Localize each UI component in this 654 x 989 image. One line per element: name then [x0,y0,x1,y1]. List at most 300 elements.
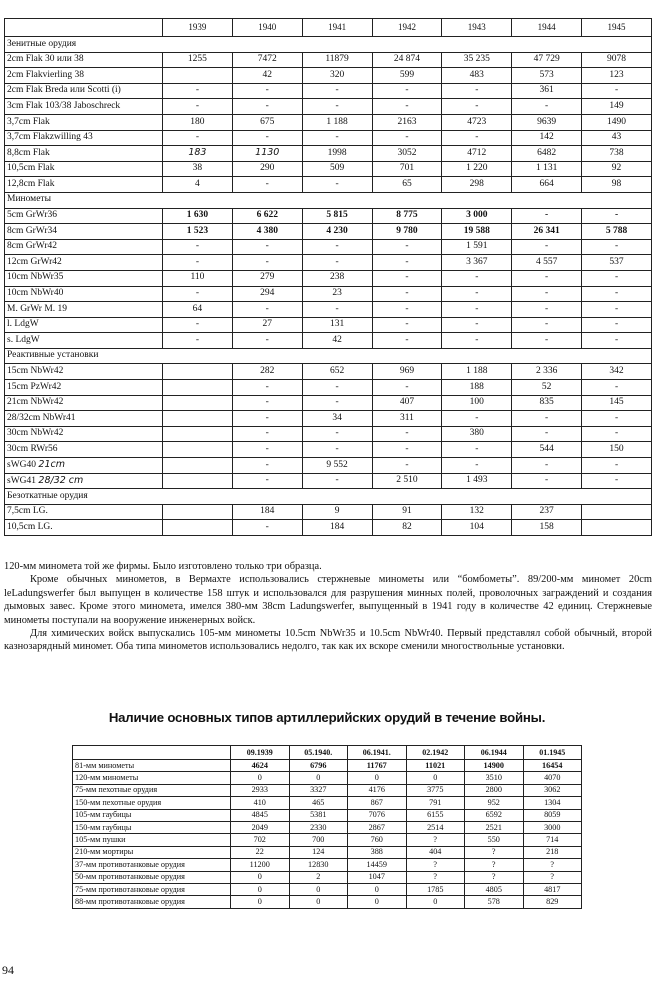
value-cell: - [372,302,442,318]
weapon-name [5,52,163,68]
value-cell: - [582,426,652,442]
value-cell: - [372,442,442,458]
table-row [5,270,652,286]
value-cell: - [232,380,302,396]
value-cell: - [372,130,442,146]
weapon-name [5,99,163,115]
value-cell: - [163,239,233,255]
value-cell: - [372,426,442,442]
value-cell: 238 [302,270,372,286]
value-cell: 509 [302,161,372,177]
table-row [73,760,582,772]
weapon-name [5,520,163,536]
value-cell: 2800 [465,784,524,796]
year-header: 1940 [232,19,302,37]
weapon-type: 120-мм минометы [73,772,231,784]
header-corner [73,746,231,760]
value-cell: 969 [372,364,442,380]
weapon-name [5,224,163,240]
value-cell [232,146,302,162]
value-cell: 760 [348,834,407,846]
table-row [5,426,652,442]
value-cell: - [302,99,372,115]
table-row [5,83,652,99]
value-cell: 24 874 [372,52,442,68]
value-cell: 388 [348,846,407,858]
weapon-name [5,380,163,396]
weapon-name [5,239,163,255]
value-cell [163,146,233,162]
value-cell: - [232,302,302,318]
value-cell: - [302,426,372,442]
date-header: 06.1941. [348,746,407,760]
value-cell: - [582,333,652,349]
value-cell: 3052 [372,146,442,162]
value-cell: - [163,286,233,302]
value-cell: 829 [523,896,582,908]
value-cell: 158 [512,520,582,536]
value-cell: 702 [231,834,290,846]
table-row [5,442,652,458]
weapon-name [5,411,163,427]
value-cell: 65 [372,177,442,193]
value-cell: 9 552 [302,458,372,474]
value-cell: 12830 [289,859,348,871]
value-cell: - [442,442,512,458]
weapon-name-text: sWG41 [7,475,37,486]
weapon-name-text: 21cm NbWr42 [7,397,64,408]
value-cell: - [232,473,302,489]
value-cell: 0 [231,871,290,883]
weapon-name [5,364,163,380]
section-row [5,489,652,505]
value-cell: 52 [512,380,582,396]
weapon-name-text: 3cm Flak 103/38 Jaboschreck [7,100,121,111]
table-row [73,809,582,821]
table-row [73,821,582,833]
value-cell: - [232,99,302,115]
value-cell: 404 [406,846,465,858]
value-cell: - [442,130,512,146]
value-cell: 0 [289,772,348,784]
section-label: Зенитные орудия [5,37,652,53]
value-cell: 4712 [442,146,512,162]
value-cell: - [582,317,652,333]
value-cell: 1 188 [442,364,512,380]
section-row [5,192,652,208]
value-cell: 1 630 [163,208,233,224]
value-cell: 7076 [348,809,407,821]
value-cell: - [232,83,302,99]
date-header: 02.1942 [406,746,465,760]
weapon-name [5,473,163,489]
value-cell: 4845 [231,809,290,821]
value-cell: 9 780 [372,224,442,240]
value-cell: 0 [406,896,465,908]
table-row [73,784,582,796]
table-row [73,896,582,908]
value-cell: 123 [582,68,652,84]
value-cell: 91 [372,504,442,520]
weapon-name-text: 12,8cm Flak [7,178,55,189]
table-row [73,772,582,784]
value-cell: 483 [442,68,512,84]
weapon-type: 75-мм пехотные орудия [73,784,231,796]
value-cell: 3 367 [442,255,512,271]
value-cell: 149 [582,99,652,115]
value-cell: 0 [231,772,290,784]
value-cell: - [372,83,442,99]
value-cell: 3510 [465,772,524,784]
weapon-name-text: s. LdgW [7,334,40,345]
weapon-name-text: 15cm PzWr42 [7,381,62,392]
value-cell: - [512,239,582,255]
value-cell: - [163,317,233,333]
value-cell: 9 [302,504,372,520]
value-cell: - [163,83,233,99]
value-cell: 1490 [582,114,652,130]
value-cell: 150 [582,442,652,458]
value-cell: - [582,286,652,302]
weapon-name [5,68,163,84]
weapon-name [5,426,163,442]
value-cell: 16454 [523,760,582,772]
value-cell: 2867 [348,821,407,833]
value-cell: 27 [232,317,302,333]
table-row [5,380,652,396]
date-header: 06.1944 [465,746,524,760]
value-cell: - [302,130,372,146]
value-cell: 714 [523,834,582,846]
value-cell: 298 [442,177,512,193]
value-cell: - [372,270,442,286]
weapon-name [5,146,163,162]
value-cell: 320 [302,68,372,84]
value-cell: 599 [372,68,442,84]
value-cell: - [582,473,652,489]
weapon-type: 50-мм противотанковые орудия [73,871,231,883]
value-cell: - [372,239,442,255]
weapon-name [5,208,163,224]
value-cell [163,380,233,396]
weapon-name [5,302,163,318]
value-cell: - [302,83,372,99]
value-cell: - [232,177,302,193]
value-cell: - [372,458,442,474]
value-cell: 11200 [231,859,290,871]
paragraph: 120-мм миномета той же фирмы. Было изготовлено только три образца. [4,561,322,572]
body-text [4,560,652,654]
value-cell: - [302,239,372,255]
value-cell: - [442,83,512,99]
value-cell: 3775 [406,784,465,796]
value-cell: ? [406,859,465,871]
weapon-type: 81-мм минометы [73,760,231,772]
value-cell: 26 341 [512,224,582,240]
weapon-name [5,458,163,474]
value-cell: 11767 [348,760,407,772]
value-cell: 1998 [302,146,372,162]
value-cell: - [582,458,652,474]
value-cell: - [372,99,442,115]
value-cell [163,442,233,458]
weapon-name-text: 7,5cm LG. [7,506,48,517]
value-cell: - [512,286,582,302]
value-cell: 1785 [406,883,465,895]
value-cell: 5 788 [582,224,652,240]
value-cell: - [302,255,372,271]
value-cell: 1 493 [442,473,512,489]
value-cell: 34 [302,411,372,427]
weapon-name-text: 10,5cm LG. [7,521,53,532]
section-label: Безоткатные орудия [5,489,652,505]
value-cell: 104 [442,520,512,536]
value-cell: 98 [582,177,652,193]
table-row [5,239,652,255]
value-cell: - [582,270,652,286]
weapon-name [5,161,163,177]
handwritten-note: 1130 [255,147,280,159]
value-cell: 290 [232,161,302,177]
value-cell: - [163,255,233,271]
weapon-name [5,114,163,130]
value-cell: 11879 [302,52,372,68]
production-table-header [5,19,652,37]
value-cell [163,458,233,474]
table-row [5,68,652,84]
value-cell: 5381 [289,809,348,821]
weapon-name-text: 28/32cm NbWr41 [7,412,76,423]
value-cell: 19 588 [442,224,512,240]
value-cell: 38 [163,161,233,177]
artillery-stock-header [73,746,582,760]
value-cell: - [442,458,512,474]
table-row [73,846,582,858]
value-cell: 0 [289,883,348,895]
value-cell: ? [406,834,465,846]
value-cell: 3 000 [442,208,512,224]
value-cell: 64 [163,302,233,318]
value-cell: - [512,302,582,318]
value-cell: 1 131 [512,161,582,177]
value-cell: 42 [232,68,302,84]
value-cell: 47 729 [512,52,582,68]
section-label: Реактивные установки [5,348,652,364]
value-cell: 2514 [406,821,465,833]
value-cell: - [232,333,302,349]
value-cell: 4 230 [302,224,372,240]
value-cell: 573 [512,68,582,84]
value-cell: 1304 [523,797,582,809]
weapon-name-text: l. LdgW [7,319,39,330]
value-cell: 311 [372,411,442,427]
value-cell: 2330 [289,821,348,833]
weapon-name-text: 2cm Flakvierling 38 [7,69,85,80]
table-row [73,871,582,883]
value-cell: - [232,442,302,458]
value-cell: 3327 [289,784,348,796]
value-cell: 0 [231,896,290,908]
value-cell: 2 510 [372,473,442,489]
value-cell: 4 [163,177,233,193]
value-cell: - [582,83,652,99]
table-row [73,834,582,846]
value-cell: 835 [512,395,582,411]
value-cell: 700 [289,834,348,846]
weapon-type: 75-мм противотанковые орудия [73,883,231,895]
value-cell: 407 [372,395,442,411]
value-cell: - [232,520,302,536]
value-cell: 4070 [523,772,582,784]
value-cell: - [232,426,302,442]
value-cell: - [582,302,652,318]
value-cell: 124 [289,846,348,858]
value-cell: 0 [289,896,348,908]
value-cell: - [302,395,372,411]
value-cell: ? [523,859,582,871]
value-cell: - [512,473,582,489]
value-cell: 237 [512,504,582,520]
weapon-name-text: 5cm GrWr36 [7,210,58,221]
value-cell: 132 [442,504,512,520]
value-cell: 7472 [232,52,302,68]
weapon-name-text: sWG40 [7,460,37,471]
weapon-name-text: 15cm NbWr42 [7,366,64,377]
weapon-name-text: 2cm Flak 30 или 38 [7,54,84,65]
section-row [5,37,652,53]
value-cell: 145 [582,395,652,411]
table-row [5,146,652,162]
value-cell: - [232,239,302,255]
value-cell: - [372,333,442,349]
value-cell: - [582,239,652,255]
value-cell: - [442,411,512,427]
weapon-name-text: 2cm Flak Breda или Scotti (i) [7,85,121,96]
value-cell: - [372,255,442,271]
year-header: 1939 [163,19,233,37]
weapon-name [5,83,163,99]
value-cell: 11021 [406,760,465,772]
value-cell: - [442,270,512,286]
value-cell: - [442,302,512,318]
handwritten-note: 21cm [38,459,65,471]
value-cell: 142 [512,130,582,146]
weapon-name [5,286,163,302]
value-cell: - [372,380,442,396]
value-cell [163,426,233,442]
value-cell: 361 [512,83,582,99]
weapon-type: 88-мм противотанковые орудия [73,896,231,908]
value-cell: 4805 [465,883,524,895]
value-cell: 550 [465,834,524,846]
table-row [5,411,652,427]
value-cell: - [232,411,302,427]
weapon-name-text: 30cm NbWr42 [7,428,64,439]
value-cell: 294 [232,286,302,302]
weapon-name [5,177,163,193]
value-cell: 131 [302,317,372,333]
value-cell: 6482 [512,146,582,162]
weapon-name-text: 8,8cm Flak [7,147,50,158]
weapon-name-text: 8cm GrWr42 [7,241,58,252]
value-cell: 2933 [231,784,290,796]
weapon-type: 150-мм гаубицы [73,821,231,833]
section-row [5,348,652,364]
table-row [5,255,652,271]
value-cell: - [442,99,512,115]
value-cell: 0 [348,883,407,895]
value-cell: 701 [372,161,442,177]
weapon-name-text: 8cm GrWr34 [7,225,58,236]
value-cell: 100 [442,395,512,411]
weapon-name-text: 12cm GrWr42 [7,256,62,267]
value-cell: - [372,286,442,302]
value-cell: 4817 [523,883,582,895]
value-cell: 9078 [582,52,652,68]
weapon-name [5,130,163,146]
table-row [5,224,652,240]
value-cell: 410 [231,797,290,809]
table-row [5,458,652,474]
year-header: 1942 [372,19,442,37]
value-cell: - [302,380,372,396]
value-cell [582,504,652,520]
value-cell: 110 [163,270,233,286]
table-title: Наличие основных типов артиллерийских орудий в течение войны. [108,710,546,725]
table-row [5,395,652,411]
value-cell: 2 [289,871,348,883]
value-cell: - [302,473,372,489]
value-cell: - [512,270,582,286]
value-cell: 42 [302,333,372,349]
value-cell: - [232,395,302,411]
value-cell: 82 [372,520,442,536]
weapon-type: 105-мм пушки [73,834,231,846]
value-cell: 4723 [442,114,512,130]
value-cell: 14459 [348,859,407,871]
value-cell: 738 [582,146,652,162]
weapon-type: 150-мм пехотные орудия [73,797,231,809]
value-cell: 537 [582,255,652,271]
value-cell [163,411,233,427]
value-cell: - [512,317,582,333]
value-cell: - [442,286,512,302]
weapon-name-text: 10cm NbWr35 [7,272,64,283]
table-row [5,99,652,115]
value-cell: - [163,333,233,349]
weapon-name-text: 10,5cm Flak [7,163,55,174]
value-cell: 1 523 [163,224,233,240]
value-cell: 2163 [372,114,442,130]
value-cell: 664 [512,177,582,193]
weapon-type: 105-мм гаубицы [73,809,231,821]
weapon-type: 210-мм мортиры [73,846,231,858]
value-cell [163,364,233,380]
value-cell: 4624 [231,760,290,772]
value-cell: 43 [582,130,652,146]
paragraph: Для химических войск выпускались 105-мм минометы 10.5cm NbWr35 и 10.5cm NbWr40. Первый представлял собой обычный, второй казнозарядный миномет. Оба типа минометов использовались недолго, так как их вскоре сменили многоствольные установки. [4,628,652,653]
table-row [5,504,652,520]
table-row [5,114,652,130]
weapon-name-text: 3,7cm Flak [7,116,50,127]
weapon-name [5,504,163,520]
value-cell: - [442,317,512,333]
value-cell: 14900 [465,760,524,772]
value-cell [582,520,652,536]
weapon-name [5,333,163,349]
value-cell: 465 [289,797,348,809]
value-cell: 3000 [523,821,582,833]
